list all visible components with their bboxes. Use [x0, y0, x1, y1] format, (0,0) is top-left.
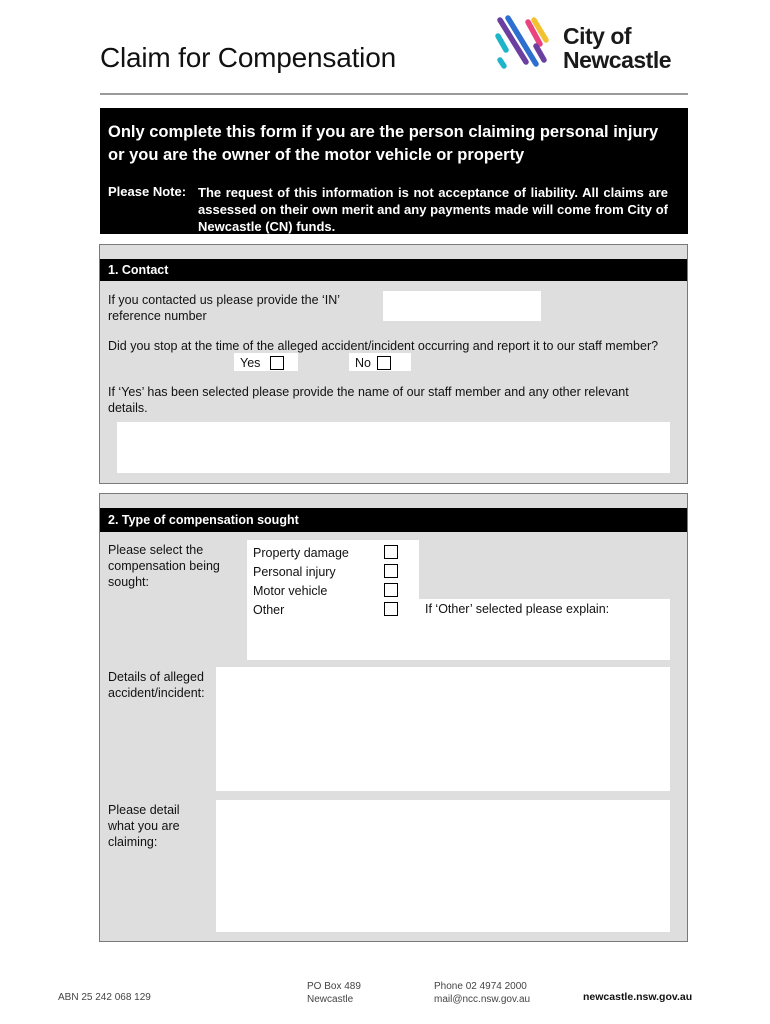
option-other-label: Other — [253, 603, 285, 617]
no-label: No — [355, 356, 371, 370]
header-divider — [100, 93, 688, 95]
option-property-damage-checkbox[interactable] — [384, 545, 398, 559]
details-label: Details of alleged accident/incident: — [108, 670, 205, 700]
staff-details-input[interactable] — [117, 422, 670, 473]
section-contact — [99, 244, 688, 484]
section-compensation-header — [100, 508, 687, 532]
footer-contact — [434, 980, 530, 1006]
section-compensation-type — [99, 493, 688, 942]
compensation-options-panel — [247, 540, 419, 660]
footer-website-link[interactable]: newcastle.nsw.gov.au — [583, 991, 693, 1003]
claiming-label: Please detail what you are claiming: — [108, 803, 180, 849]
notice-heading: Only complete this form if you are the person claiming personal injury or you are the owner of the motor vehicle or property — [108, 123, 659, 164]
section-compensation-title: 2. Type of compensation sought — [108, 513, 299, 527]
compensation-select-label: Please select the compensation being sought: — [108, 543, 220, 589]
ref-number-label: If you contacted us please provide the ‘IN’ reference number — [108, 293, 340, 323]
footer-email[interactable]: mail@ncc.nsw.gov.au — [434, 994, 531, 1005]
option-property-damage-label: Property damage — [253, 546, 349, 560]
section-contact-header — [100, 259, 687, 281]
yes-option — [234, 353, 298, 371]
section-contact-title: 1. Contact — [108, 263, 169, 277]
option-other-checkbox[interactable] — [384, 602, 398, 616]
ref-number-input[interactable] — [383, 291, 541, 321]
other-explain-box[interactable] — [419, 599, 670, 660]
footer-phone: Phone 02 4974 2000 — [434, 981, 527, 992]
stop-question: Did you stop at the time of the alleged accident/incident occurring and report it to our staff member? — [108, 339, 659, 353]
logo-text: City of Newcastle — [563, 23, 672, 73]
other-explain-label: If ‘Other’ selected please explain: — [425, 602, 610, 616]
details-input[interactable] — [216, 667, 670, 791]
option-motor-vehicle-checkbox[interactable] — [384, 583, 398, 597]
option-motor-vehicle-label: Motor vehicle — [253, 584, 328, 598]
page-title: Claim for Compensation — [100, 42, 396, 73]
option-personal-injury-label: Personal injury — [253, 565, 336, 579]
yes-label: Yes — [240, 356, 261, 370]
staff-details-label: If ‘Yes’ has been selected please provide the name of our staff member and any other relevant details. — [108, 385, 629, 415]
footer-abn: ABN 25 242 068 129 — [58, 992, 151, 1003]
notice-note-label: Please Note: — [108, 184, 187, 199]
notice-note-text: The request of this information is not acceptance of liability. All claims are assessed on their own merit and any payments made will come from City of Newcastle (CN) funds. — [198, 185, 668, 234]
notice-panel — [100, 108, 688, 234]
no-option — [349, 353, 411, 371]
option-personal-injury-checkbox[interactable] — [384, 564, 398, 578]
yes-checkbox[interactable] — [270, 356, 284, 370]
claiming-input[interactable] — [216, 800, 670, 932]
footer-address: PO Box 489 Newcastle — [307, 981, 361, 1005]
no-checkbox[interactable] — [377, 356, 391, 370]
